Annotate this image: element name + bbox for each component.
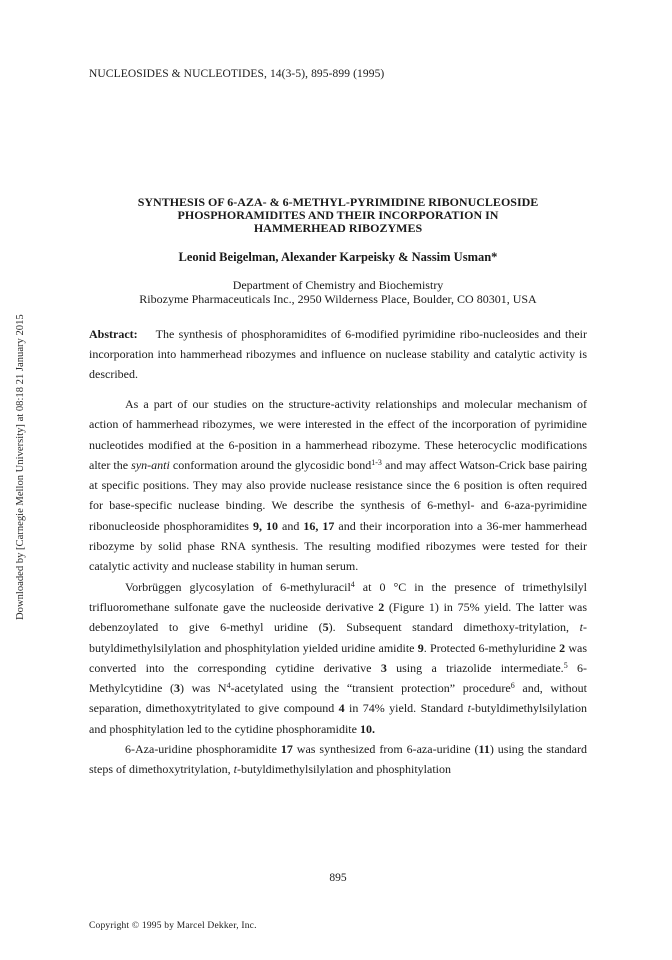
text-run: and, without separation, dimethoxytritylated to give compound bbox=[89, 681, 588, 716]
text-run: and their incorporation into a 36-mer hammerhead ribozyme by solid phase RNA synthesis. The resulting modified ribozymes were tested for their catalytic activity and nuclease stability in human serum. bbox=[89, 518, 588, 574]
compound-number: 4 bbox=[338, 701, 345, 716]
text-run: was converted into the corresponding cytidine derivative bbox=[89, 640, 587, 675]
article-title bbox=[89, 196, 587, 235]
compound-number: 16, 17 bbox=[303, 518, 335, 533]
text-run: (Figure 1) in 75% yield. The latter was debenzoylated to give 6-methyl uridine ( bbox=[89, 599, 587, 635]
reference-superscript: 6 bbox=[510, 681, 515, 691]
text-run: As a part of our studies on the structure-activity relationships and molecular mechanism of action of hammerhead ribozymes, we were interested in the effect of the incorporation of pyrimidine nucleotides modified at the 6-position in a hammerhead ribozyme. These heterocyclic modifications alter the bbox=[89, 397, 587, 472]
text-run: using a triazolide intermediate. bbox=[386, 660, 564, 675]
text-run: -acetylated using the “transient protection” procedure bbox=[230, 681, 511, 696]
title-line: HAMMERHEAD RIBOZYMES bbox=[253, 221, 423, 235]
title-line: SYNTHESIS OF 6-AZA- & 6-METHYL-PYRIMIDINE RIBONUCLEOSIDE bbox=[137, 195, 539, 209]
text-run: ) was N bbox=[179, 681, 227, 696]
page-number: 895 bbox=[329, 872, 347, 884]
text-run: t bbox=[233, 762, 237, 777]
affiliation bbox=[89, 278, 587, 306]
text-run: 6-Aza-uridine phosphoramidite bbox=[125, 742, 281, 757]
compound-number: 11 bbox=[478, 742, 490, 757]
compound-number: 5 bbox=[322, 620, 329, 635]
compound-number: 3 bbox=[380, 660, 387, 675]
reference-superscript: 5 bbox=[563, 660, 568, 670]
affiliation-department: Department of Chemistry and Biochemistry bbox=[232, 278, 444, 292]
text-run: t bbox=[579, 620, 583, 635]
paragraph bbox=[89, 577, 587, 739]
paragraph bbox=[89, 739, 587, 780]
abstract bbox=[89, 324, 587, 384]
text-run: conformation around the glycosidic bond bbox=[169, 457, 372, 472]
text-run: -butyldimethylsilylation and phosphitylation led to the cytidine phosphoramidite bbox=[89, 701, 587, 736]
text-run: Vorbrüggen glycosylation of 6-methyluracil bbox=[125, 579, 351, 594]
body-text bbox=[89, 394, 587, 780]
abstract-heading: Abstract: bbox=[89, 327, 138, 341]
text-run: -butyldimethylsilylation and phosphitylation bbox=[237, 762, 451, 777]
reference-superscript: 4 bbox=[226, 681, 231, 691]
text-run: ) using the standard steps of dimethoxytritylation, bbox=[89, 742, 587, 777]
text-run: in 74% yield. Standard bbox=[344, 701, 468, 716]
text-run: at 0 °C in the presence of trimethylsilyl trifluoromethane sulfonate gave the nucleoside derivative bbox=[89, 579, 587, 614]
compound-number: 9 bbox=[417, 640, 424, 655]
text-run: and bbox=[278, 518, 304, 533]
abstract-text: The synthesis of phosphoramidites of 6-modified pyrimidine ribo-nucleosides and their incorporation into hammerhead ribozymes and influence on nuclease stability and catalytic activity is described. bbox=[89, 327, 587, 381]
compound-number: 3 bbox=[173, 681, 180, 696]
reference-superscript: 4 bbox=[350, 579, 355, 589]
text-run: ). Subsequent standard dimethoxy-tritylation, bbox=[328, 620, 580, 635]
download-watermark-text: Downloaded by [Carnegie Mellon University] at 08:18 21 January 2015 bbox=[15, 314, 26, 620]
compound-number: 9, 10 bbox=[253, 518, 279, 533]
text-run: 6-Methylcytidine ( bbox=[89, 660, 587, 696]
reference-superscript: 1-3 bbox=[371, 457, 382, 467]
copyright-notice: Copyright © 1995 by Marcel Dekker, Inc. bbox=[89, 921, 257, 931]
compound-number: 2 bbox=[559, 640, 566, 655]
text-run: syn-anti bbox=[131, 457, 170, 472]
author-list: Leonid Beigelman, Alexander Karpeisky & Nassim Usman* bbox=[178, 250, 498, 264]
compound-number: 2 bbox=[378, 599, 385, 614]
text-run: was synthesized from 6-aza-uridine ( bbox=[292, 742, 479, 757]
affiliation-company: Ribozyme Pharmaceuticals Inc., 2950 Wilderness Place, Boulder, CO 80301, USA bbox=[139, 292, 537, 306]
compound-number: 10. bbox=[359, 721, 375, 736]
title-line: PHOSPHORAMIDITES AND THEIR INCORPORATION IN bbox=[177, 208, 499, 222]
text-run: . Protected 6-methyluridine bbox=[423, 640, 560, 655]
text-run: -butyldimethylsilylation and phosphitylation yielded uridine amidite bbox=[89, 620, 587, 655]
running-head: NUCLEOSIDES & NUCLEOTIDES, 14(3-5), 895-899 (1995) bbox=[89, 68, 385, 80]
compound-number: 17 bbox=[280, 742, 293, 757]
text-run: t bbox=[467, 701, 471, 716]
paragraph bbox=[89, 394, 587, 577]
text-run: and may affect Watson-Crick base pairing at specific positions. They may also provide nuclease resistance since the 6 position is often required for base-specific nuclease binding. We describe the synthesis of 6-methyl- and 6-aza-pyrimidine ribonucleoside phosphoramidites bbox=[89, 457, 588, 533]
